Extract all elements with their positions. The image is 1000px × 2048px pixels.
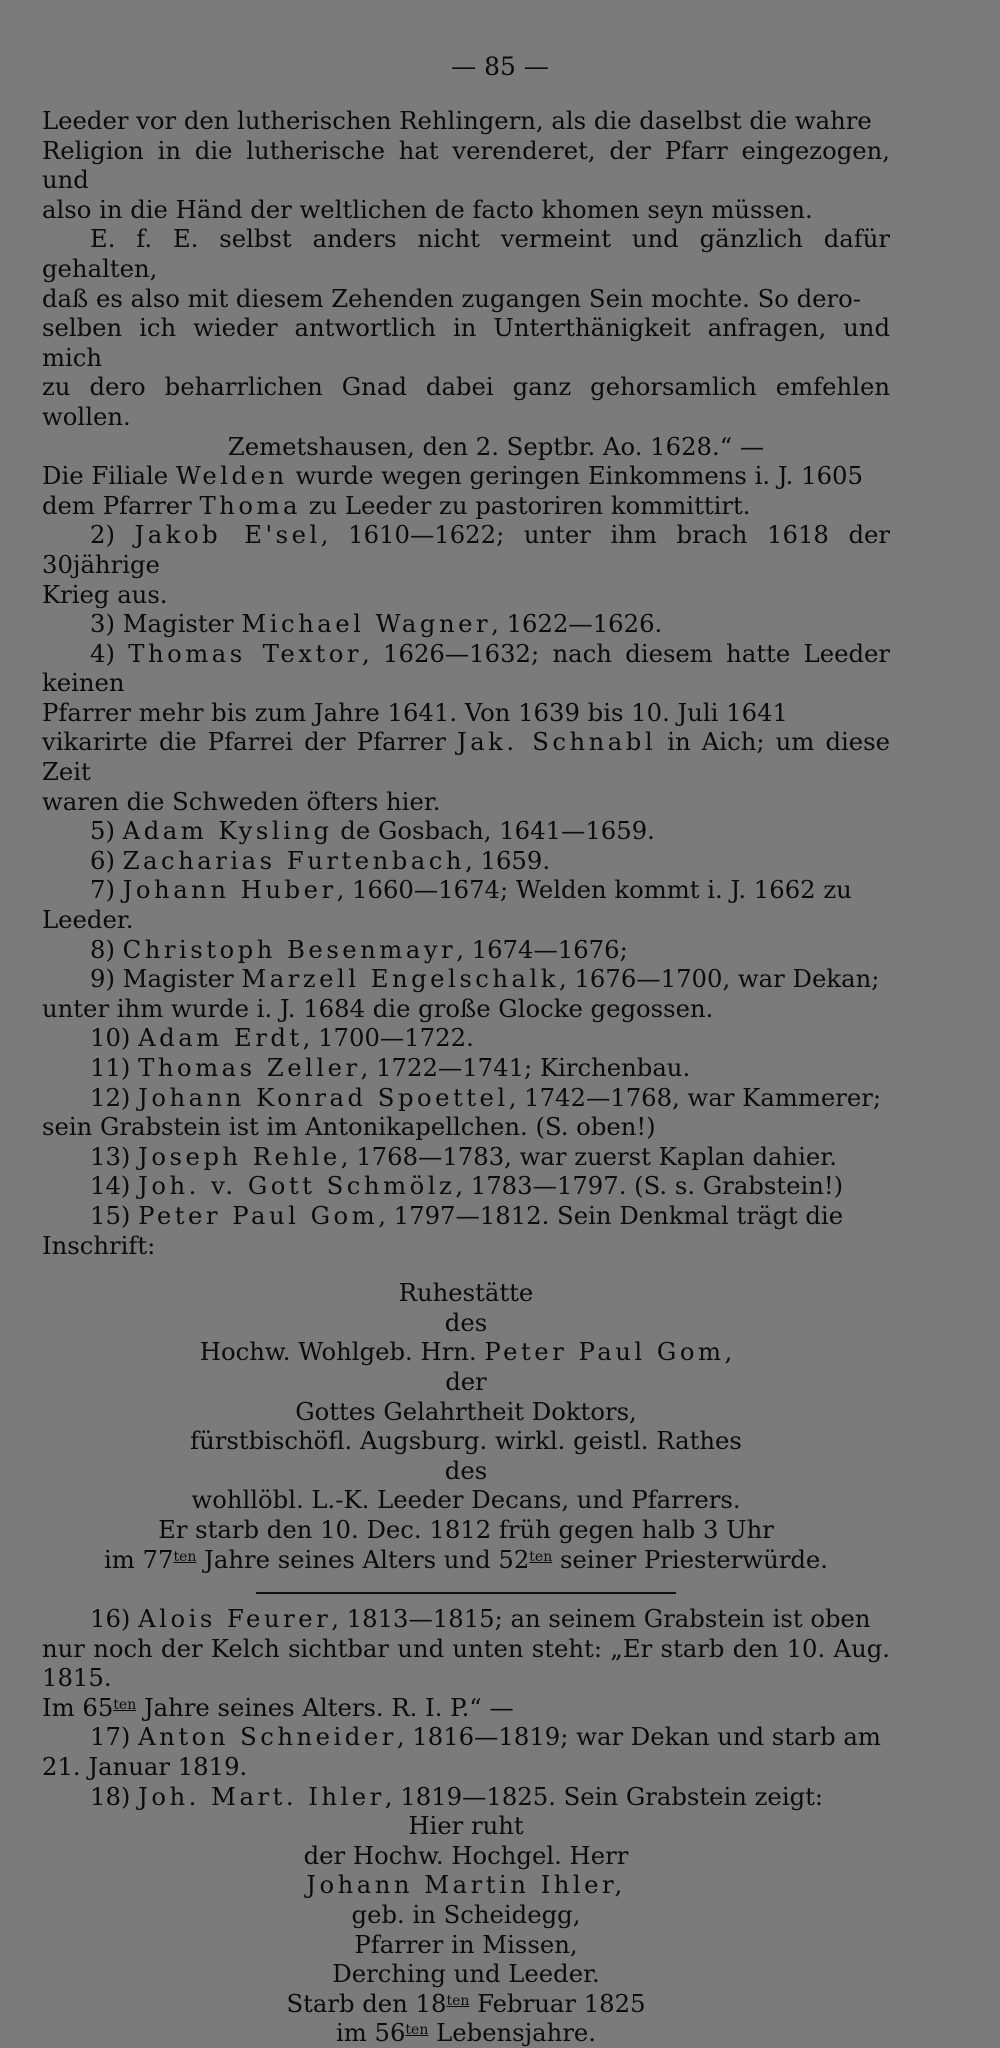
person-name: Johann Konrad Spoettel [138,1082,509,1112]
person-name: Thomas Zeller [138,1053,361,1082]
list-item-cont: vikarirte die Pfarrei der Pfarrer Jak. Schnabl in Aich; um diese Zeit [42,727,890,787]
inscription-line: der [445,1366,487,1396]
inscription-line: Johann Martin Ihler, [306,1870,626,1900]
person-name: Peter Paul Gom [484,1337,725,1367]
text-line: E. f. E. selbst anders nicht vermeint und gänzlich dafür gehalten, [42,224,890,283]
main-text [42,106,890,2048]
inscription-line: der Hochw. Hochgel. Herr [303,1840,629,1870]
inscription-line: im $56^{ten}$ Lebensjahre. [335,2018,597,2048]
person-name: Peter Paul Gom [138,1200,379,1230]
list-item: 18) Joh. Mart. Ihler, 1819—1825. Sein Grabstein zeigt: [90,1781,824,1811]
person-name: Zacharias Furtenbach [122,845,466,875]
inscription-line: Starb den $18^{ten}$ Februar 1825 [286,1988,646,2018]
list-item: 11) Thomas Zeller, 1722—1741; Kirchenbau. [90,1053,691,1082]
person-name: Johann Huber [122,875,337,905]
inscription-line: des [444,1455,488,1485]
list-item: 17) Anton Schneider, 1816—1819; war Dekan und starb am [90,1722,881,1752]
person-name: Joh. Mart. Ihler [138,1781,385,1811]
list-item: 7) Johann Huber, 1660—1674; Welden kommt i. J. 1662 zu [90,875,852,905]
inscription-line: Hochw. Wohlgeb. Hrn. Peter Paul Gom, [199,1337,733,1367]
list-item: 14) Joh. v. Gott Schmölz, 1783—1797. (S. s. Grabstein!) [90,1171,844,1201]
list-item: 16) Alois Feurer, 1813—1815; an seinem Grabstein ist oben [90,1604,871,1634]
text-line: zu dero beharrlichen Gnad dabei ganz gehorsamlich emfehlen wollen. [42,372,890,431]
list-item-cont: Pfarrer mehr bis zum Jahre 1641. Von 1639 bis 10. Juli 1641 [42,697,789,727]
list-item: 3) Magister Michael Wagner, 1622—1626. [90,609,663,639]
list-item: 6) Zacharias Furtenbach, 1659. [90,845,551,875]
inscription-line: Gottes Gelahrtheit Doktors, [295,1396,637,1426]
person-name: Adam Kysling [122,816,333,846]
list-item-cont: Inschrift: [42,1230,156,1260]
list-item: 5) Adam Kysling de Gosbach, 1641—1659. [90,816,655,846]
person-name: Thomas Textor [128,638,362,668]
inscription-line: des [444,1307,488,1337]
inscription-line: wohllöbl. L.-K. Leeder Decans, und Pfarrers. [191,1485,741,1515]
paragraph-filiale-cont: dem Pfarrer Thoma zu Leeder zu pastoriren kommittirt. [42,490,751,520]
person-name: Marzell Engelschalk [241,964,560,994]
person-name: Adam Erdt [138,1023,303,1053]
list-item: 13) Joseph Rehle, 1768—1783, war zuerst Kaplan dahier. [90,1141,837,1171]
text-line: Religion in die lutherische hat verenderet, der Pfarr eingezogen, und [42,135,890,195]
list-item: 2) Jakob E'sel, 1610—1622; unter ihm brach 1618 der 30jährige [42,520,891,579]
list-item: 8) Christoph Besenmayr, 1674—1676; [90,934,628,964]
inscription-line: Er starb den 10. Dec. 1812 früh gegen halb 3 Uhr [158,1514,774,1544]
paragraph-filiale: Die Filiale Welden wurde wegen geringen Einkommens i. J. 1605 [42,461,863,491]
text-line: daß es also mit diesem Zehenden zugangen Sein mochte. So dero- [42,283,861,313]
section-rule [256,1592,676,1594]
person-name: Jak. Schnabl [456,727,657,757]
place-name: Welden [175,461,288,491]
person-name: Jakob E'sel [134,520,321,550]
inscription-line: geb. in Scheidegg, [351,1900,581,1930]
inscription-line: Derching und Leeder. [332,1959,600,1989]
list-item-cont: nur noch der Kelch sichtbar und unten steht: „Er starb den 10. Aug. 1815. [42,1633,890,1693]
text-line: Leeder vor den lutherischen Rehlingern, als die daselbst die wahre [42,106,872,135]
list-item: 12) Johann Konrad Spoettel, 1742—1768, war Kammerer; [90,1082,882,1112]
inscription-line: im $77^{ten}$ Jahre seines Alters und $52^{ten}$ seiner Priesterwürde. [103,1544,828,1574]
list-item-cont: Leeder. [42,905,134,935]
inscription-line: Hier ruht [408,1811,524,1841]
list-item: 4) Thomas Textor, 1626—1632; nach diesem hatte Leeder keinen [42,638,890,698]
person-name: Michael Wagner [241,609,492,639]
inscription-line: Pfarrer in Missen, [354,1929,578,1959]
person-name: Anton Schneider [138,1722,397,1752]
list-item: 9) Magister Marzell Engelschalk, 1676—1700, war Dekan; [90,964,880,994]
letter-date-line: Zemetshausen, den 2. Septbr. Ao. 1628.“ — [227,431,765,461]
inscription-line: Ruhestätte [398,1278,534,1308]
text-line: selben ich wieder antwortlich in Unterthänigkeit anfragen, und mich [42,313,890,372]
person-name: Thoma [199,490,301,520]
person-name: Christoph Besenmayr [122,934,457,964]
list-item-cont: sein Grabstein ist im Antonikapellchen. (S. oben!) [42,1112,656,1142]
inscription-gom [42,1278,890,1574]
list-item: 10) Adam Erdt, 1700—1722. [90,1023,474,1053]
list-item: 15) Peter Paul Gom, 1797—1812. Sein Denkmal trägt die [90,1200,844,1230]
person-name: Joseph Rehle [138,1141,341,1171]
list-item-cont: 21. Januar 1819. [42,1752,248,1782]
text-line: also in die Händ der weltlichen de facto khomen seyn müssen. [42,194,813,224]
list-item-cont: unter ihm wurde i. J. 1684 die große Glocke gegossen. [42,993,714,1023]
person-name: Joh. v. Gott Schmölz [138,1171,456,1201]
list-item-cont: waren die Schweden öfters hier. [42,786,441,816]
person-name: Alois Feurer [138,1604,332,1634]
inscription-line: fürstbischöfl. Augsburg. wirkl. geistl. Rathes [190,1426,742,1456]
list-item-cont: Im $65^{ten}$ Jahre seines Alters. R. I. P.“ — [42,1692,514,1722]
page-number: — 85 — [451,52,549,81]
list-item-cont: Krieg aus. [42,579,168,609]
inscription-ihler [42,1811,890,2048]
